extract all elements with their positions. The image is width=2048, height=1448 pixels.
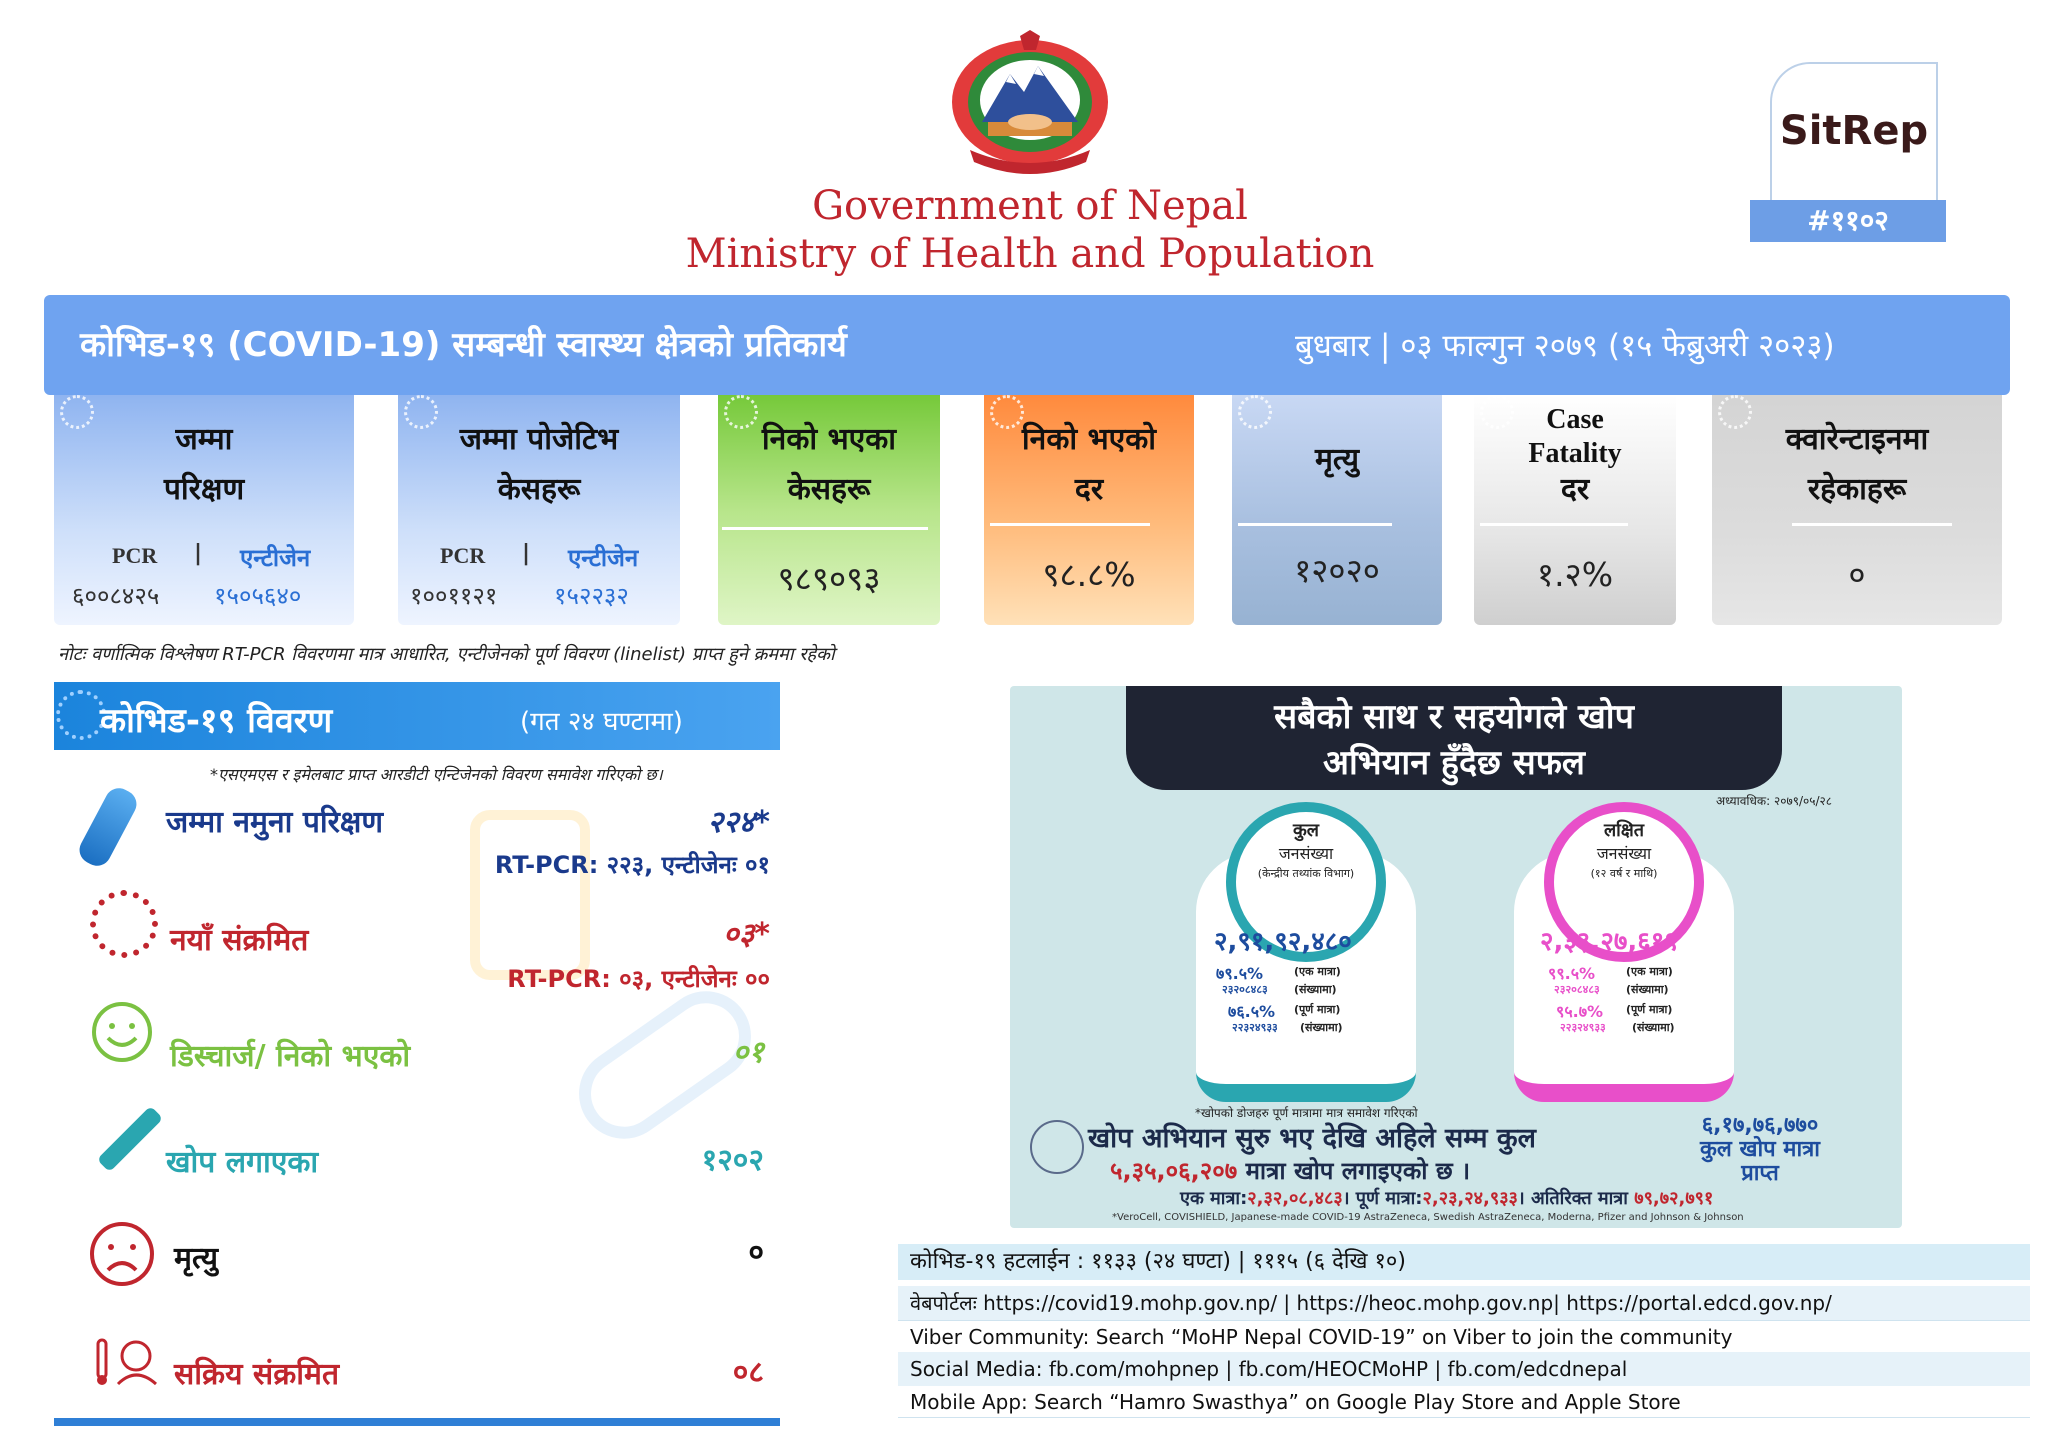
doses-received-value: ६,१७,७६,७७० bbox=[1701, 1113, 1819, 1138]
row-value-deaths: ० bbox=[748, 1235, 764, 1270]
card-heading: दर bbox=[1074, 472, 1104, 507]
row-label-active: सक्रिय संक्रमित bbox=[174, 1357, 340, 1392]
card-heading: क्वारेन्टाइनमा bbox=[1785, 422, 1929, 457]
card-value: १.२% bbox=[1536, 555, 1614, 594]
card-quarantine bbox=[1712, 395, 2002, 625]
sick-person-icon bbox=[94, 1336, 164, 1386]
poster-heading-line2: अभियान हुँदैछ सफल bbox=[1323, 743, 1585, 783]
dose-label: । पूर्ण मात्रा: bbox=[1342, 1188, 1423, 1209]
card-total-positive bbox=[398, 395, 680, 625]
syringe-icon bbox=[1030, 1120, 1084, 1174]
card-recovered bbox=[718, 395, 940, 625]
pcr-value: १००११२१ bbox=[410, 582, 498, 610]
row-label-new-cases: नयाँ संक्रमित bbox=[170, 923, 309, 958]
virus-icon bbox=[1238, 395, 1272, 429]
poster-main-line1: खोप अभियान सुरु भए देखि अहिले सम्म कुल bbox=[1088, 1123, 1536, 1154]
pct-full-dose: ९५.७% bbox=[1556, 1002, 1604, 1021]
syringe-icon bbox=[97, 1106, 163, 1172]
dose-label: । अतिरिक्त मात्रा bbox=[1517, 1188, 1628, 1209]
count-one-dose-label: (संख्यामा) bbox=[1294, 983, 1337, 996]
vaccine-brands: *VeroCell, COVISHIELD, Japanese-made COVID-19 AstraZeneca, Swedish AstraZeneca, Moderna, Pfizer and Johnson & Johnson bbox=[1112, 1212, 1744, 1223]
card-value: ० bbox=[1848, 555, 1866, 594]
row-label-deaths: मृत्यु bbox=[174, 1241, 219, 1276]
row-value-discharged: ०१ bbox=[732, 1035, 764, 1070]
card-heading: जम्मा bbox=[175, 422, 233, 457]
separator: | bbox=[194, 541, 203, 566]
bottle-watermark-icon bbox=[470, 810, 590, 980]
dose-note: *खोपको डोजहरु पूर्ण मात्रामा मात्र समावेश गरिएको bbox=[1195, 1106, 1418, 1120]
web-portal-row[interactable]: वेबपोर्टलः https://covid19.mohp.gov.np/ | https://heoc.mohp.gov.np| https://portal.edcd.gov.np/ bbox=[898, 1286, 2030, 1320]
row-value-vaccinated: १२०२ bbox=[701, 1143, 764, 1178]
details-bottom-rule bbox=[54, 1418, 780, 1426]
antigen-label: एन्टीजेन bbox=[568, 544, 639, 572]
card-value: ९८.८% bbox=[1042, 555, 1136, 594]
row-label-vaccinated: खोप लगाएका bbox=[166, 1145, 319, 1180]
dose-breakdown bbox=[1180, 1186, 1713, 1210]
ring-label: (केन्द्रीय तथ्यांक विभाग) bbox=[1257, 867, 1355, 880]
pcr-label: PCR bbox=[112, 543, 158, 568]
divider bbox=[1238, 523, 1392, 526]
card-heading: निको भएको bbox=[1021, 422, 1157, 457]
card-recovery-rate bbox=[984, 395, 1194, 625]
card-heading: रहेकाहरू bbox=[1807, 472, 1907, 507]
viber-row: Viber Community: Search “MoHP Nepal COVID-19” on Viber to join the community bbox=[898, 1320, 2030, 1352]
dose-value: २,२३,२४,९३३ bbox=[1422, 1188, 1518, 1209]
virus-icon bbox=[90, 890, 158, 958]
antigen-value: १५०५६४० bbox=[214, 582, 302, 610]
sitrep-label: SitRep bbox=[1779, 108, 1929, 154]
count-full-dose: २२३२४९३३ bbox=[1560, 1021, 1606, 1034]
doses-received-label: कुल खोप मात्रा bbox=[1699, 1137, 1821, 1162]
row-value-tests: २२४* bbox=[707, 805, 770, 840]
row-value-active: ०८ bbox=[732, 1355, 764, 1390]
row-sub-tests: RT-PCR: २२३, एन्टीजेनः ०१ bbox=[494, 851, 770, 879]
card-heading: जम्मा पोजेटिभ bbox=[459, 422, 619, 457]
separator: | bbox=[522, 541, 531, 566]
hotline-row: कोभिड-१९ हटलाईन : ११३३ (२४ घण्टा) | १११५ (६ देखि १०) bbox=[898, 1244, 2030, 1280]
dose-value: २,३२,०८,४८३ bbox=[1247, 1188, 1343, 1209]
count-one-dose: २३२०८४८३ bbox=[1222, 983, 1268, 996]
pct-full-dose-label: (पूर्ण मात्रा) bbox=[1626, 1003, 1673, 1016]
row-sub-new-cases: RT-PCR: ०३, एन्टीजेनः ०० bbox=[507, 965, 770, 993]
pcr-label: PCR bbox=[440, 543, 486, 568]
details-footnote: *एसएमएस र इमेलबाट प्राप्त आरडीटी एन्टिजेनको विवरण समावेश गरिएको छ। bbox=[210, 765, 663, 784]
pct-one-dose-label: (एक मात्रा) bbox=[1294, 965, 1341, 978]
card-case-fatality bbox=[1474, 395, 1676, 625]
nepal-emblem bbox=[940, 30, 1120, 180]
pct-one-dose: ७९.५% bbox=[1216, 964, 1264, 983]
virus-icon bbox=[56, 690, 106, 740]
card-heading: दर bbox=[1560, 472, 1590, 507]
doses-received bbox=[1660, 1114, 1860, 1186]
count-full-dose-label: (संख्यामा) bbox=[1300, 1021, 1343, 1034]
card-heading: निको भएका bbox=[761, 422, 897, 457]
ministry-title: Ministry of Health and Population bbox=[685, 231, 1375, 277]
divider bbox=[1480, 523, 1628, 526]
pct-one-dose-label: (एक मात्रा) bbox=[1626, 965, 1673, 978]
card-deaths bbox=[1232, 395, 1442, 625]
card-value: ९८९०९३ bbox=[777, 559, 881, 598]
ring-label: (१२ वर्ष र माथि) bbox=[1590, 867, 1658, 880]
total-doses-value: ५,३५,०६,२०७ bbox=[1110, 1157, 1238, 1185]
divider bbox=[1792, 523, 1952, 526]
smiley-icon bbox=[90, 1000, 154, 1064]
sad-face-icon bbox=[88, 1220, 156, 1288]
card-total-tests bbox=[54, 395, 354, 625]
banner-title: कोभिड-१९ (COVID-19) सम्बन्धी स्वास्थ्य क्षेत्रको प्रतिकार्य bbox=[80, 325, 847, 365]
ring-label: जनसंख्या bbox=[1278, 844, 1334, 863]
pct-full-dose: ७६.५% bbox=[1228, 1002, 1276, 1021]
details-subtitle: (गत २४ घण्टामा) bbox=[520, 707, 683, 737]
card-heading: मृत्यु bbox=[1314, 442, 1360, 477]
target-population-value: २,३३,२७,६१९ bbox=[1540, 927, 1678, 957]
ring-label: कुल bbox=[1292, 820, 1320, 841]
details-title: कोभिड-१९ विवरण bbox=[100, 701, 333, 741]
test-tube-icon bbox=[75, 783, 142, 870]
pcr-value: ६००८४२५ bbox=[72, 582, 160, 610]
antigen-label: एन्टीजेन bbox=[240, 544, 311, 572]
count-full-dose-label: (संख्यामा) bbox=[1632, 1021, 1675, 1034]
card-heading: परिक्षण bbox=[163, 472, 245, 507]
sitrep-number: #११०२ bbox=[1750, 200, 1946, 242]
row-label-discharged: डिस्चार्ज/ निको भएको bbox=[170, 1039, 411, 1074]
poster-as-of: अध्यावधिक: २०७९/०५/२८ bbox=[1716, 794, 1832, 808]
ring-label: जनसंख्या bbox=[1596, 844, 1652, 863]
mobile-app-row: Mobile App: Search “Hamro Swasthya” on Google Play Store and Apple Store bbox=[898, 1386, 2030, 1418]
divider bbox=[722, 527, 928, 530]
count-one-dose: २३२०८४८३ bbox=[1554, 983, 1600, 996]
banner-date: बुधबार | ०३ फाल्गुन २०७९ (१५ फेब्रुअरी २०२३) bbox=[1295, 328, 1835, 364]
social-media-row[interactable]: Social Media: fb.com/mohpnep | fb.com/HEOCMoHP | fb.com/edcdnepal bbox=[898, 1352, 2030, 1386]
antigen-value: १५२२३२ bbox=[554, 582, 629, 610]
pct-one-dose: ९९.५% bbox=[1548, 964, 1596, 983]
card-heading: Case bbox=[1546, 404, 1604, 435]
dose-value: ७९,७२,७९१ bbox=[1634, 1188, 1714, 1209]
doses-received-label: प्राप्त bbox=[1741, 1161, 1779, 1186]
card-heading: केसहरू bbox=[787, 472, 871, 507]
count-one-dose-label: (संख्यामा) bbox=[1626, 983, 1669, 996]
card-heading: Fatality bbox=[1528, 438, 1622, 469]
card-heading: केसहरू bbox=[497, 472, 581, 507]
row-value-new-cases: ०३* bbox=[723, 917, 770, 952]
pct-full-dose-label: (पूर्ण मात्रा) bbox=[1294, 1003, 1341, 1016]
population-value: २,९१,९२,४८० bbox=[1214, 927, 1352, 957]
ring-label: लक्षित bbox=[1603, 820, 1645, 841]
count-full-dose: २२३२४९३३ bbox=[1232, 1021, 1278, 1034]
poster-heading-line1: सबैको साथ र सहयोगले खोप bbox=[1274, 697, 1634, 737]
total-doses-text: मात्रा खोप लगाइएको छ । bbox=[1245, 1157, 1471, 1185]
row-label-tests: जम्मा नमुना परिक्षण bbox=[166, 805, 384, 840]
card-value: १२०२० bbox=[1294, 551, 1380, 590]
dose-label: एक मात्रा: bbox=[1180, 1188, 1248, 1209]
government-title: Government of Nepal bbox=[812, 183, 1248, 229]
poster-main-line2 bbox=[1110, 1154, 1470, 1187]
divider bbox=[990, 523, 1150, 526]
analysis-note: नोटः वर्णात्मिक विश्लेषण RT-PCR विवरणमा मात्र आधारित, एन्टीजेनको पूर्ण विवरण (linelist) प्राप्त हुने क्रममा रहेको bbox=[58, 644, 835, 665]
